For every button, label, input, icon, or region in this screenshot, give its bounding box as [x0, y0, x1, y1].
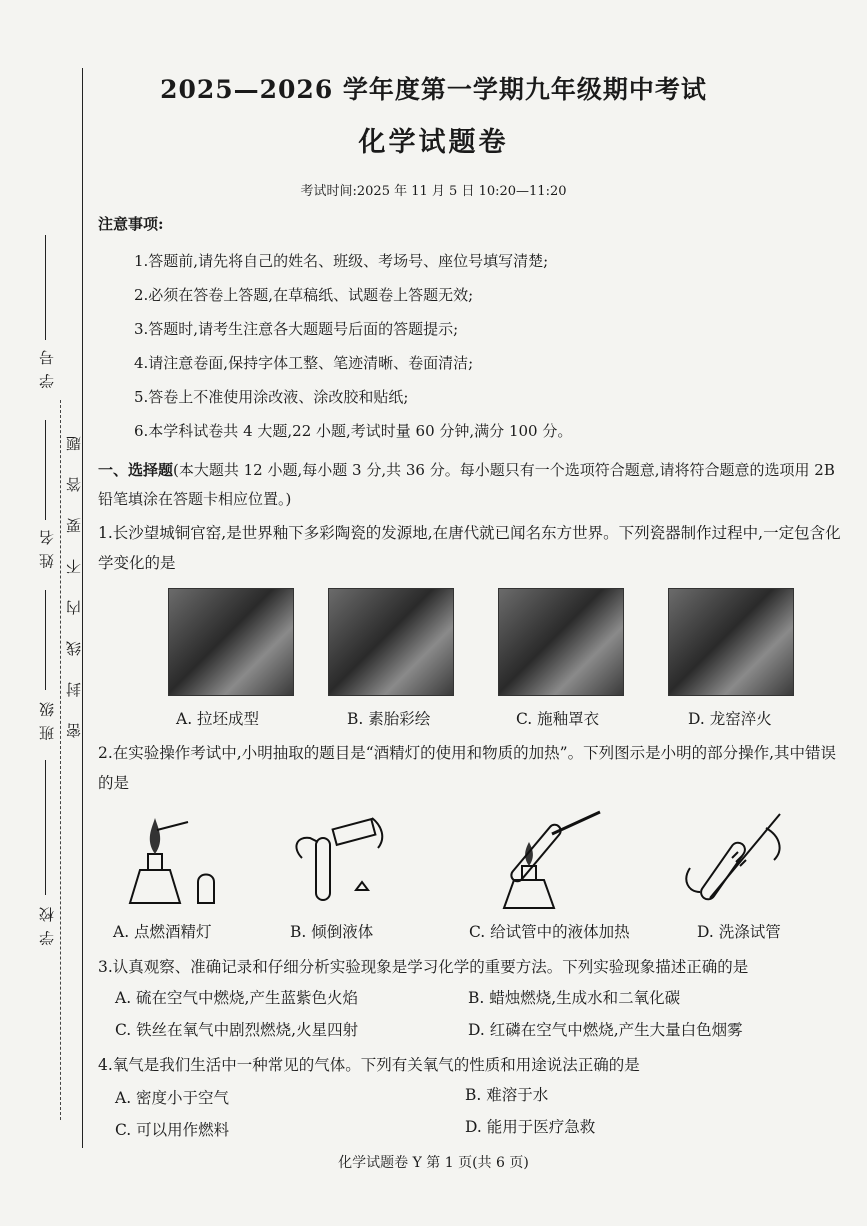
seal-warning: 密封线内不要答题	[65, 410, 83, 738]
pottery-glazing-photo	[498, 588, 624, 696]
notice-item: 3.答题时,请考生注意各大题题号后面的答题提示;	[134, 320, 459, 338]
q1-option-b: B. 素胎彩绘	[347, 710, 431, 728]
question-2-stem: 2.在实验操作考试中,小明抽取的题目是“酒精灯的使用和物质的加热”。下列图示是小明的部分操作,其中错误的是	[98, 744, 836, 792]
question-1-stem: 1.长沙望城铜官窑,是世界釉下多彩陶瓷的发源地,在唐代就已闻名东方世界。下列瓷器制作过程中,一定包含化学变化的是	[98, 524, 841, 572]
name-blank	[45, 420, 46, 520]
q2-option-c: C. 给试管中的液体加热	[469, 923, 630, 941]
notice-heading: 注意事项:	[98, 215, 164, 233]
notice-item: 1.答题前,请先将自己的姓名、班级、考场号、座位号填写清楚;	[134, 252, 549, 270]
section-heading: 一、选择题	[98, 461, 174, 479]
section-instructions	[98, 456, 843, 514]
number-label: 学 号	[38, 348, 56, 389]
question-3-stem: 3.认真观察、准确记录和仔细分析实验现象是学习化学的重要方法。下列实验现象描述正确的是	[98, 958, 749, 976]
exam-time: 考试时间:2025 年 11 月 5 日 10:20—11:20	[300, 184, 567, 199]
q3-option-a: A. 硫在空气中燃烧,产生蓝紫色火焰	[115, 989, 358, 1007]
notice-item: 4.请注意卷面,保持字体工整、笔迹清晰、卷面清洁;	[134, 354, 474, 372]
notice-item: 5.答卷上不准使用涂改液、涂改胶和贴纸;	[134, 388, 409, 406]
q3-option-b: B. 蜡烛燃烧,生成水和二氧化碳	[468, 989, 681, 1007]
q4-option-d: D. 能用于医疗急救	[465, 1118, 596, 1136]
kiln-firing-photo	[668, 588, 794, 696]
pottery-throwing-photo	[168, 588, 294, 696]
q4-option-b: B. 难溶于水	[465, 1086, 549, 1104]
q4-option-c: C. 可以用作燃料	[115, 1121, 230, 1139]
exam-subtitle: 化学试题卷	[358, 127, 509, 158]
q2-option-a: A. 点燃酒精灯	[113, 923, 212, 941]
q3-option-d: D. 红磷在空气中燃烧,产生大量白色烟雾	[468, 1021, 743, 1039]
name-label: 姓 名	[38, 528, 56, 569]
notice-item: 2.必须在答卷上答题,在草稿纸、试题卷上答题无效;	[134, 286, 474, 304]
q3-option-c: C. 铁丝在氧气中剧烈燃烧,火星四射	[115, 1021, 359, 1039]
q4-option-a: A. 密度小于空气	[115, 1089, 230, 1107]
seal-dashed-line	[60, 400, 61, 1120]
section-text: (本大题共 12 小题,每小题 3 分,共 36 分。每小题只有一个选项符合题意,请将符合题意的选项用 2B 铅笔填涂在答题卡相应位置。)	[98, 461, 835, 508]
q1-option-a: A. 拉坯成型	[176, 710, 260, 728]
washing-test-tube-figure	[680, 808, 790, 913]
question-4-stem: 4.氧气是我们生活中一种常见的气体。下列有关氧气的性质和用途说法正确的是	[98, 1056, 640, 1074]
lighting-alcohol-lamp-figure	[120, 808, 240, 908]
q2-option-b: B. 倾倒液体	[290, 923, 374, 941]
page-footer: 化学试题卷 Y 第 1 页(共 6 页)	[338, 1155, 529, 1171]
school-blank	[45, 760, 46, 895]
pouring-liquid-figure	[282, 808, 392, 913]
q2-option-d: D. 洗涤试管	[697, 923, 781, 941]
school-label: 学 校	[38, 905, 56, 946]
notice-item: 6.本学科试卷共 4 大题,22 小题,考试时量 60 分钟,满分 100 分。	[134, 422, 573, 440]
pottery-painting-photo	[328, 588, 454, 696]
number-blank	[45, 235, 46, 340]
q1-option-d: D. 龙窑淬火	[688, 710, 772, 728]
q1-option-c: C. 施釉罩衣	[516, 710, 600, 728]
class-blank	[45, 590, 46, 690]
heating-liquid-figure	[490, 808, 620, 913]
class-label: 班 级	[38, 700, 56, 741]
exam-title: 2025—2026 学年度第一学期九年级期中考试	[160, 75, 707, 104]
